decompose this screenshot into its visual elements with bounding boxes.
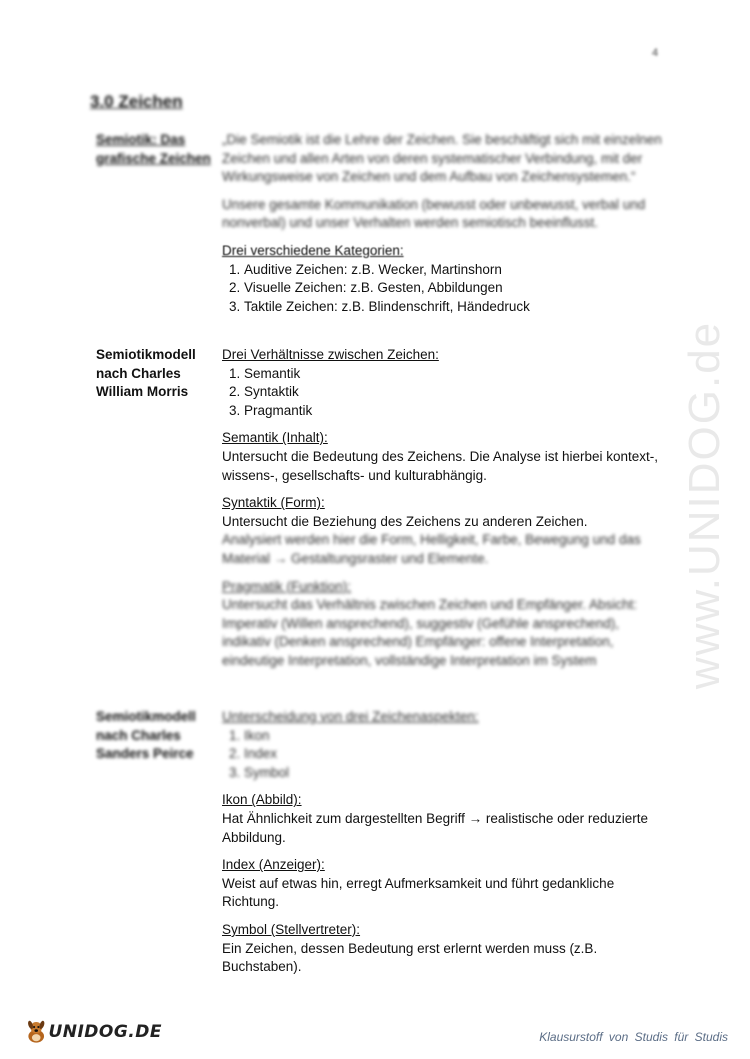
section-content [222, 346, 662, 671]
paragraph: Analysiert werden hier die Form, Helligkeit, Farbe, Bewegung und das Material → Gestaltungsraster und Elemente. [222, 532, 641, 566]
subheading-ikon: Ikon (Abbild): [222, 792, 302, 808]
list-title: Drei Verhältnisse zwischen Zeichen: [222, 347, 439, 362]
list-item: 3. Pragmantik [244, 402, 662, 421]
paragraph: Hat Ähnlichkeit zum dargestellten Begriff → realistische oder reduzierte Abbildung. [222, 810, 648, 845]
dog-mascot-icon [22, 1012, 50, 1052]
section-content [222, 131, 662, 316]
subheading-syntaktik: Syntaktik (Form): [222, 495, 325, 511]
footer-logo [22, 1012, 162, 1052]
list-item: 1. Ikon [244, 727, 662, 746]
subheading-pragmatik: Pragmatik (Funktion): [222, 578, 352, 594]
list-item: 3. Taktile Zeichen: z.B. Blindenschrift, Händedruck [244, 298, 662, 317]
subheading-index: Index (Anzeiger): [222, 857, 325, 873]
paragraph: Untersucht die Beziehung des Zeichens zu anderen Zeichen. [222, 513, 588, 529]
section-label: Semiotikmodell nach Charles William Morris [96, 347, 196, 399]
paragraph: Weist auf etwas hin, erregt Aufmerksamkeit und führt gedankliche Richtung. [222, 875, 615, 910]
paragraph: Ein Zeichen, dessen Bedeutung erst erlernt werden muss (z.B. Buchstaben). [222, 940, 598, 975]
section-label: Semiotikmodell nach Charles Sanders Peirce [96, 709, 196, 761]
paragraph: Untersucht das Verhältnis zwischen Zeichen und Empfänger. Absicht: Imperativ (Willen ansprechend), suggestiv (Gefühle ansprechend), indikativ (Denken ansprechend) Empfänger: offene Interpretation, eindeutige Interpretation, vollständige Interpretation im System [222, 597, 637, 668]
list-item: 1. Semantik [244, 365, 662, 384]
list-item: 2. Index [244, 745, 662, 764]
page-title: 3.0 Zeichen [90, 92, 183, 111]
list-title: Drei verschiedene Kategorien: [222, 242, 404, 258]
subheading-symbol: Symbol (Stellvertreter): [222, 921, 361, 937]
footer-tagline: Klausurstoff von Studis für Studis [539, 1030, 728, 1044]
paragraph: Unsere gesamte Kommunikation (bewusst oder unbewusst, verbal und nonverbal) und unser Verhalten werden semiotisch beeinflusst. [222, 196, 646, 231]
definition-quote: „Die Semiotik ist die Lehre der Zeichen. Sie beschäftigt sich mit einzelnen Zeichen und allen Arten von deren systematischer Verbindung, mit der Wirkungsweise von Zeichen und dem Aufbau von Zeichensystemen.“ [222, 132, 662, 185]
watermark-text: www.UNIDOG.de [680, 320, 730, 690]
list-item: 2. Visuelle Zeichen: z.B. Gesten, Abbildungen [244, 279, 662, 298]
paragraph: Untersucht die Bedeutung des Zeichens. Die Analyse ist hierbei kontext-, wissens-, gesellschafts- und kulturabhängig. [222, 448, 658, 483]
section-label: Semiotik: Das grafische Zeichen [96, 132, 211, 166]
list-item: 2. Syntaktik [244, 383, 662, 402]
list-title: Unterscheidung von drei Zeichenaspekten: [222, 709, 479, 724]
subheading-semantik: Semantik (Inhalt): [222, 430, 328, 446]
category-list [222, 261, 662, 317]
relation-list [222, 365, 662, 421]
list-item: 3. Symbol [244, 764, 662, 783]
page-number: 4 [652, 47, 659, 59]
watermark [660, 270, 750, 740]
list-item: 1. Auditive Zeichen: z.B. Wecker, Martinshorn [244, 261, 662, 280]
logo-text: UNIDOG.DE [48, 1022, 162, 1042]
aspect-list [222, 727, 662, 783]
section-content [222, 708, 662, 977]
